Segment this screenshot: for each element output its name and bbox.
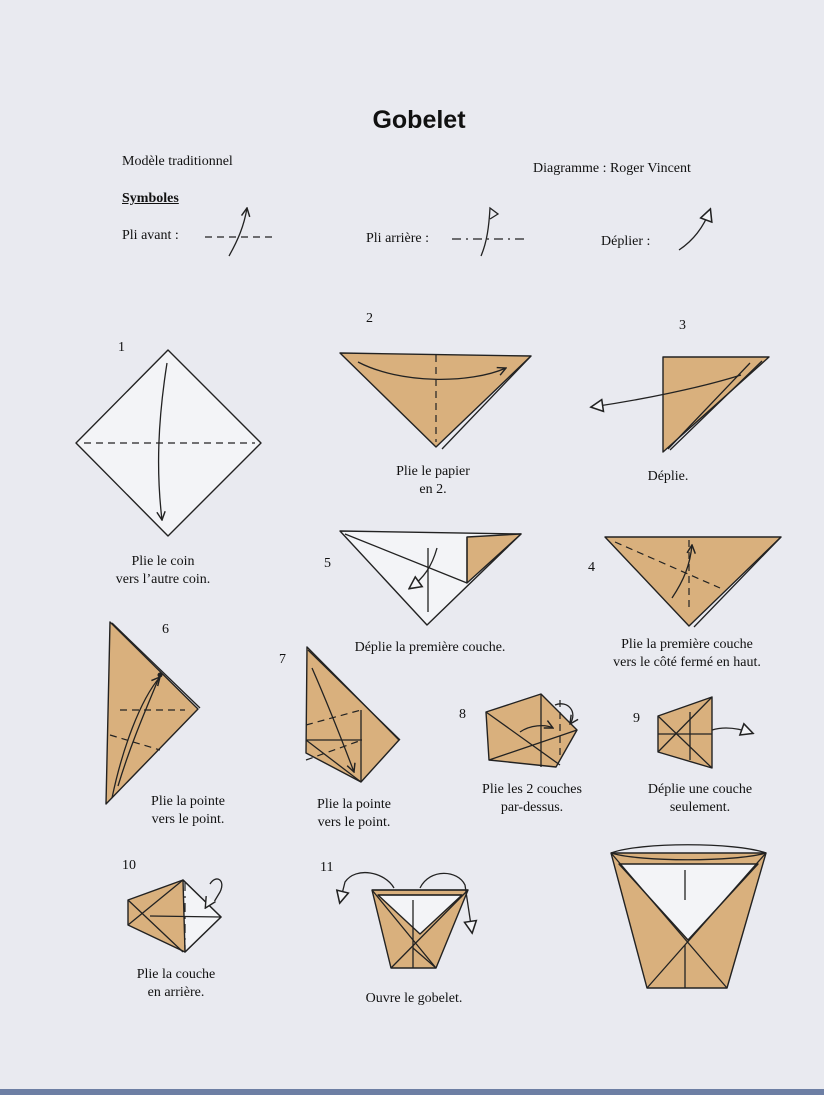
step-4-figure — [605, 537, 781, 627]
step-11-figure — [340, 873, 472, 968]
mountain-fold-symbol-icon — [452, 208, 528, 256]
step-number-11: 11 — [320, 860, 334, 875]
symbols-heading: Symboles — [122, 191, 179, 206]
step-2-figure — [340, 353, 531, 449]
step-number-5: 5 — [324, 556, 331, 571]
diagram-credit: Diagramme : Roger Vincent — [533, 161, 691, 176]
step-6-figure — [106, 622, 200, 804]
final-cup-figure — [611, 845, 766, 988]
valley-fold-symbol-icon — [205, 208, 277, 256]
step-number-9: 9 — [633, 711, 640, 726]
step-9-figure — [658, 697, 752, 768]
mountain-fold-label: Pli arrière : — [366, 231, 429, 246]
step-2-caption: Plie le papier en 2. — [396, 464, 470, 497]
step-7-figure — [306, 647, 400, 782]
step-11-caption: Ouvre le gobelet. — [365, 991, 463, 1006]
model-origin: Modèle traditionnel — [122, 154, 233, 169]
step-3-figure — [592, 357, 769, 452]
step-number-6: 6 — [162, 622, 169, 637]
step-number-3: 3 — [679, 318, 686, 333]
step-7-caption: Plie la pointe vers le point. — [317, 797, 391, 830]
unfold-arrow-icon — [712, 728, 752, 733]
valley-fold-label: Pli avant : — [122, 228, 179, 243]
step-number-8: 8 — [459, 707, 466, 722]
step-10-caption: Plie la couche en arrière. — [136, 967, 216, 1000]
scan-edge — [0, 1089, 824, 1095]
step-1-figure — [76, 350, 261, 536]
step-5-caption: Déplie la première couche. — [354, 640, 506, 655]
step-9-caption: Déplie une couche seulement. — [647, 782, 753, 815]
step-number-7: 7 — [279, 652, 286, 667]
step-8-figure — [486, 694, 577, 767]
step-number-1: 1 — [118, 340, 125, 355]
step-1-caption: Plie le coin vers l’autre coin. — [115, 554, 211, 587]
step-3-caption: Déplie. — [647, 469, 689, 484]
step-10-figure — [128, 879, 222, 952]
step-number-2: 2 — [366, 311, 373, 326]
unfold-label: Déplier : — [601, 234, 651, 249]
step-4-caption: Plie la première couche vers le côté fermé en haut. — [613, 637, 761, 670]
step-6-caption: Plie la pointe vers le point. — [151, 794, 225, 827]
step-number-4: 4 — [588, 560, 595, 575]
step-8-caption: Plie les 2 couches par-dessus. — [482, 782, 582, 815]
step-5-figure — [340, 531, 521, 625]
step-number-10: 10 — [122, 858, 136, 873]
unfold-symbol-icon — [679, 210, 710, 250]
page-title: Gobelet — [372, 106, 466, 134]
